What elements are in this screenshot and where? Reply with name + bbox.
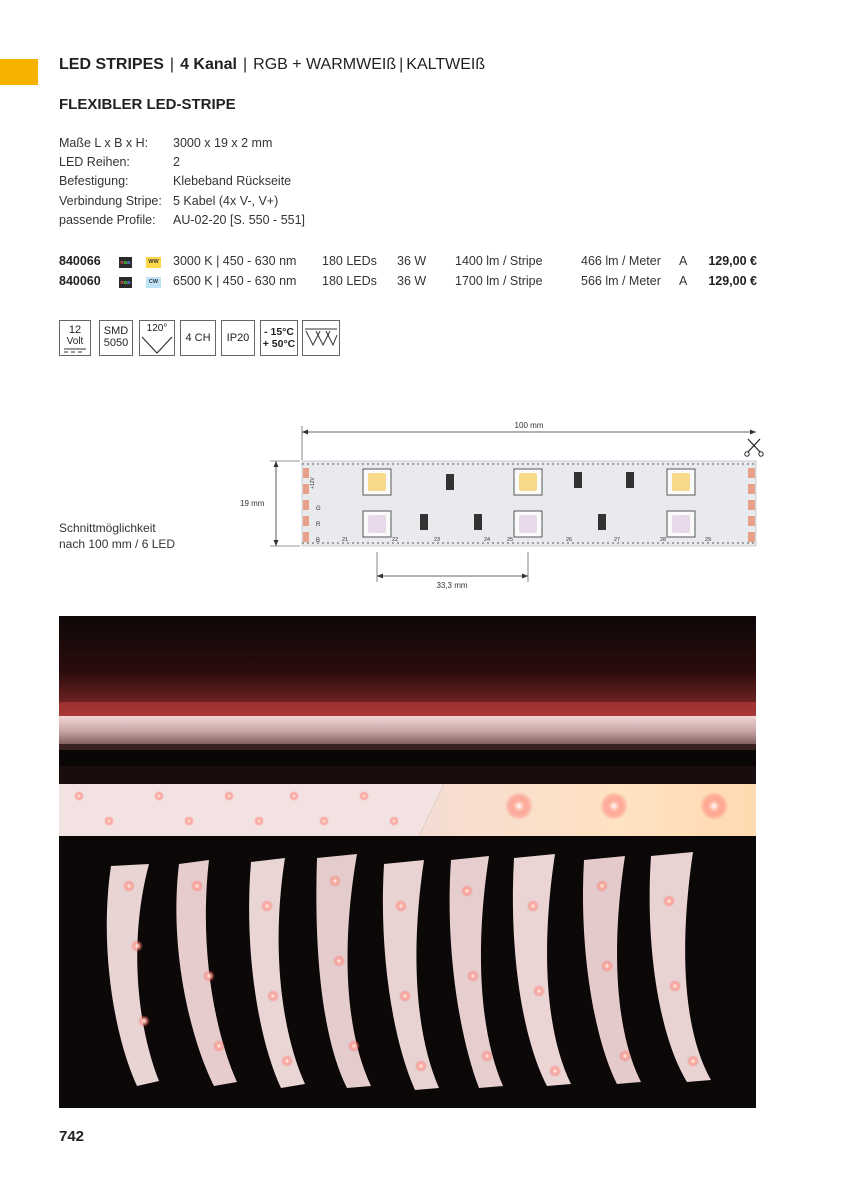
header-separator: | [399, 56, 404, 73]
length-dimension-label: 100 mm [514, 421, 544, 430]
spec-label: passende Profile: [59, 212, 156, 227]
header-colors-cw: KALTWEIß [406, 56, 486, 73]
cut-note-line: Schnittmöglichkeit [59, 521, 156, 535]
cut-mark: 22 [392, 537, 399, 543]
furniture-mount-icon [303, 321, 339, 355]
wattage: 36 W [397, 274, 427, 288]
dc-symbol-icon [60, 348, 90, 354]
price: 129,00 € [708, 254, 757, 268]
led-count: 180 LEDs [322, 274, 377, 288]
article-number: 840066 [59, 254, 101, 268]
lumen-per-stripe: 1400 lm / Stripe [455, 254, 543, 268]
page-header [59, 56, 485, 74]
smd-icon: SMD 5050 [99, 320, 133, 356]
led-strip-photo-illustration [59, 616, 756, 1108]
pad-label-r: R [316, 522, 321, 528]
article-number: 840060 [59, 274, 101, 288]
lumen-per-meter: 566 lm / Meter [581, 274, 661, 288]
color-temperature: 3000 K | 450 - 630 nm [173, 254, 297, 268]
cut-mark: 21 [342, 537, 349, 543]
spec-value: 3000 x 19 x 2 mm [173, 136, 273, 150]
price: 129,00 € [708, 274, 757, 288]
color-temperature: 6500 K | 450 - 630 nm [173, 274, 297, 288]
cut-mark: 28 [660, 537, 667, 543]
lumen-per-stripe: 1700 lm / Stripe [455, 274, 543, 288]
spec-value: Klebeband Rückseite [173, 174, 292, 189]
scissors-icon [745, 439, 763, 456]
pad-label-g: G [316, 506, 321, 512]
cut-mark: 24 [484, 537, 491, 543]
rgb-badge-icon: RGB [119, 257, 132, 268]
header-separator: | [169, 56, 175, 73]
spec-row [59, 174, 305, 193]
header-title: LED STRIPES [59, 56, 164, 73]
cut-note [59, 520, 175, 552]
header-colors-rgb-ww: RGB + WARMWEIß [253, 56, 397, 73]
cut-mark: 23 [434, 537, 441, 543]
spec-value: 5 Kabel (4x V-, V+) [173, 193, 279, 208]
dimmable-icon [302, 320, 340, 356]
spec-value: AU-02-20 [S. 550 - 551] [173, 212, 306, 227]
spec-label: Maße L x B x H: [59, 136, 149, 150]
led-count: 180 LEDs [322, 254, 377, 268]
cut-mark: 26 [566, 537, 573, 543]
width-dimension-label: 19 mm [240, 499, 265, 508]
pad-label-b: B [316, 538, 321, 544]
spec-label: Befestigung: [59, 174, 129, 189]
spec-label: Verbindung Stripe: [59, 193, 162, 208]
product-subtitle: FLEXIBLER LED-STRIPE [59, 96, 236, 113]
cut-mark: 29 [705, 537, 712, 543]
cut-note-line: nach 100 mm / 6 LED [59, 537, 176, 551]
energy-class: A [679, 254, 688, 268]
temperature-range-icon: - 15°C + 50°C [260, 320, 298, 356]
spec-row [59, 155, 305, 174]
product-photo [59, 616, 756, 1108]
header-separator: | [242, 56, 248, 73]
rgb-badge-icon: RGB [119, 277, 132, 288]
spec-label: LED Reihen: [59, 155, 130, 170]
warm-white-badge: WW [146, 257, 161, 268]
voltage-icon: 12 Volt [59, 320, 91, 356]
spec-row [59, 213, 305, 232]
lumen-per-meter: 466 lm / Meter [581, 254, 661, 268]
product-row [59, 274, 759, 294]
beam-angle-icon: 120° [139, 320, 175, 356]
spec-row [59, 136, 305, 155]
cold-white-badge: CW [146, 277, 161, 288]
spec-list [59, 136, 305, 232]
spec-value: 2 [173, 155, 180, 170]
spacing-dimension-label: 33,3 mm [436, 581, 468, 590]
strip-dimension-diagram [240, 414, 770, 594]
channels-icon: 4 CH [180, 320, 216, 356]
energy-class: A [679, 274, 688, 288]
cut-mark: 25 [507, 537, 514, 543]
page-number: 742 [59, 1128, 85, 1145]
accent-bar [0, 59, 38, 85]
ip-rating-icon: IP20 [221, 320, 255, 356]
cut-mark: 27 [614, 537, 621, 543]
beam-angle-lines-icon [140, 335, 174, 355]
product-row [59, 254, 759, 274]
header-channels: 4 Kanal [180, 56, 237, 73]
spec-row [59, 194, 305, 213]
pad-label-v: +12V [310, 477, 316, 489]
wattage: 36 W [397, 254, 427, 268]
product-table [59, 254, 759, 294]
